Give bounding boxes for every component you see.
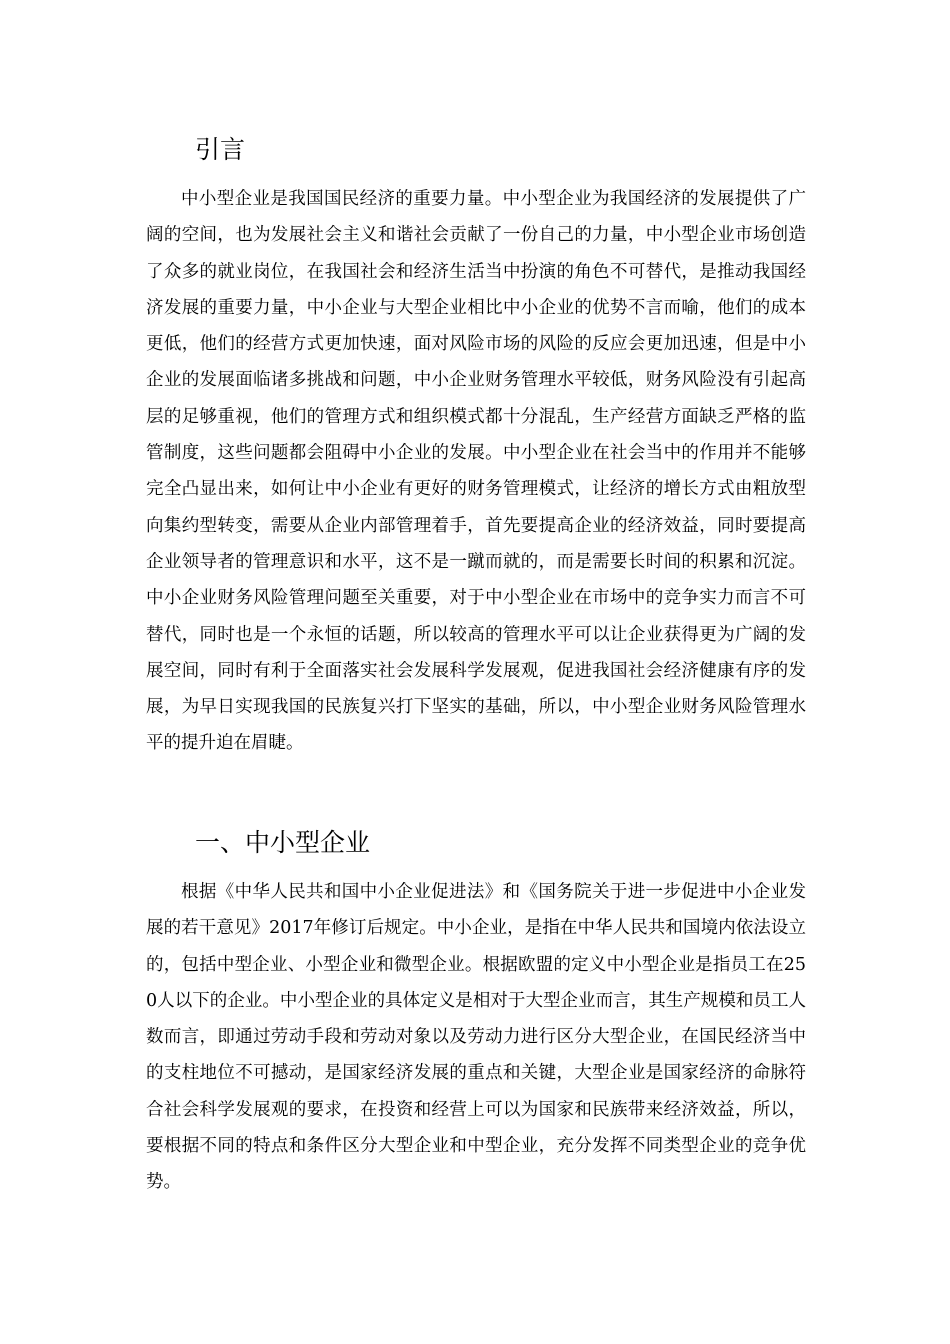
section-heading-introduction: 引言: [195, 135, 246, 164]
section-heading-small-medium-enterprises: 一、中小型企业: [195, 828, 371, 857]
small-medium-enterprises-paragraph: 根据《中华人民共和国中小企业促进法》和《国务院关于进一步促进中小企业发展的若干意见》2017年修订后规定。中小企业，是指在中华人民共和国境内依法设立的，包括中型企业、小型企业和微型企业。根据欧盟的定义中小型企业是指员工在250人以下的企业。中小型企业的具体定义是相对于大型企业而言，其生产规模和员工人数而言，即通过劳动手段和劳动对象以及劳动力进行区分大型企业，在国民经济当中的支柱地位不可撼动，是国家经济发展的重点和关键，大型企业是国家经济的命脉符合社会科学发展观的要求，在投资和经营上可以为国家和民族带来经济效益，所以，要根据不同的特点和条件区分大型企业和中型企业，充分发挥不同类型企业的竞争优势。: [146, 882, 806, 1193]
introduction-paragraph: 中小型企业是我国国民经济的重要力量。中小型企业为我国经济的发展提供了广阔的空间，也为发展社会主义和谐社会贡献了一份自己的力量，中小型企业市场创造了众多的就业岗位，在我国社会和经济生活当中扮演的角色不可替代，是推动我国经济发展的重要力量，中小企业与大型企业相比中小企业的优势不言而喻，他们的成本更低，他们的经营方式更加快速，面对风险市场的风险的反应会更加迅速，但是中小企业的发展面临诸多挑战和问题，中小企业财务管理水平较低，财务风险没有引起高层的足够重视，他们的管理方式和组织模式都十分混乱，生产经营方面缺乏严格的监管制度，这些问题都会阻碍中小企业的发展。中小型企业在社会当中的作用并不能够完全凸显出来，如何让中小企业有更好的财务管理模式，让经济的增长方式由粗放型向集约型转变，需要从企业内部管理着手，首先要提高企业的经济效益，同时要提高企业领导者的管理意识和水平，这不是一蹴而就的，而是需要长时间的积累和沉淀。中小企业财务风险管理问题至关重要，对于中小型企业在市场中的竞争实力而言不可替代，同时也是一个永恒的话题，所以较高的管理水平可以让企业获得更为广阔的发展空间，同时有利于全面落实社会发展科学发展观，促进我国社会经济健康有序的发展，为早日实现我国的民族复兴打下坚实的基础，所以，中小型企业财务风险管理水平的提升迫在眉睫。: [146, 189, 806, 754]
